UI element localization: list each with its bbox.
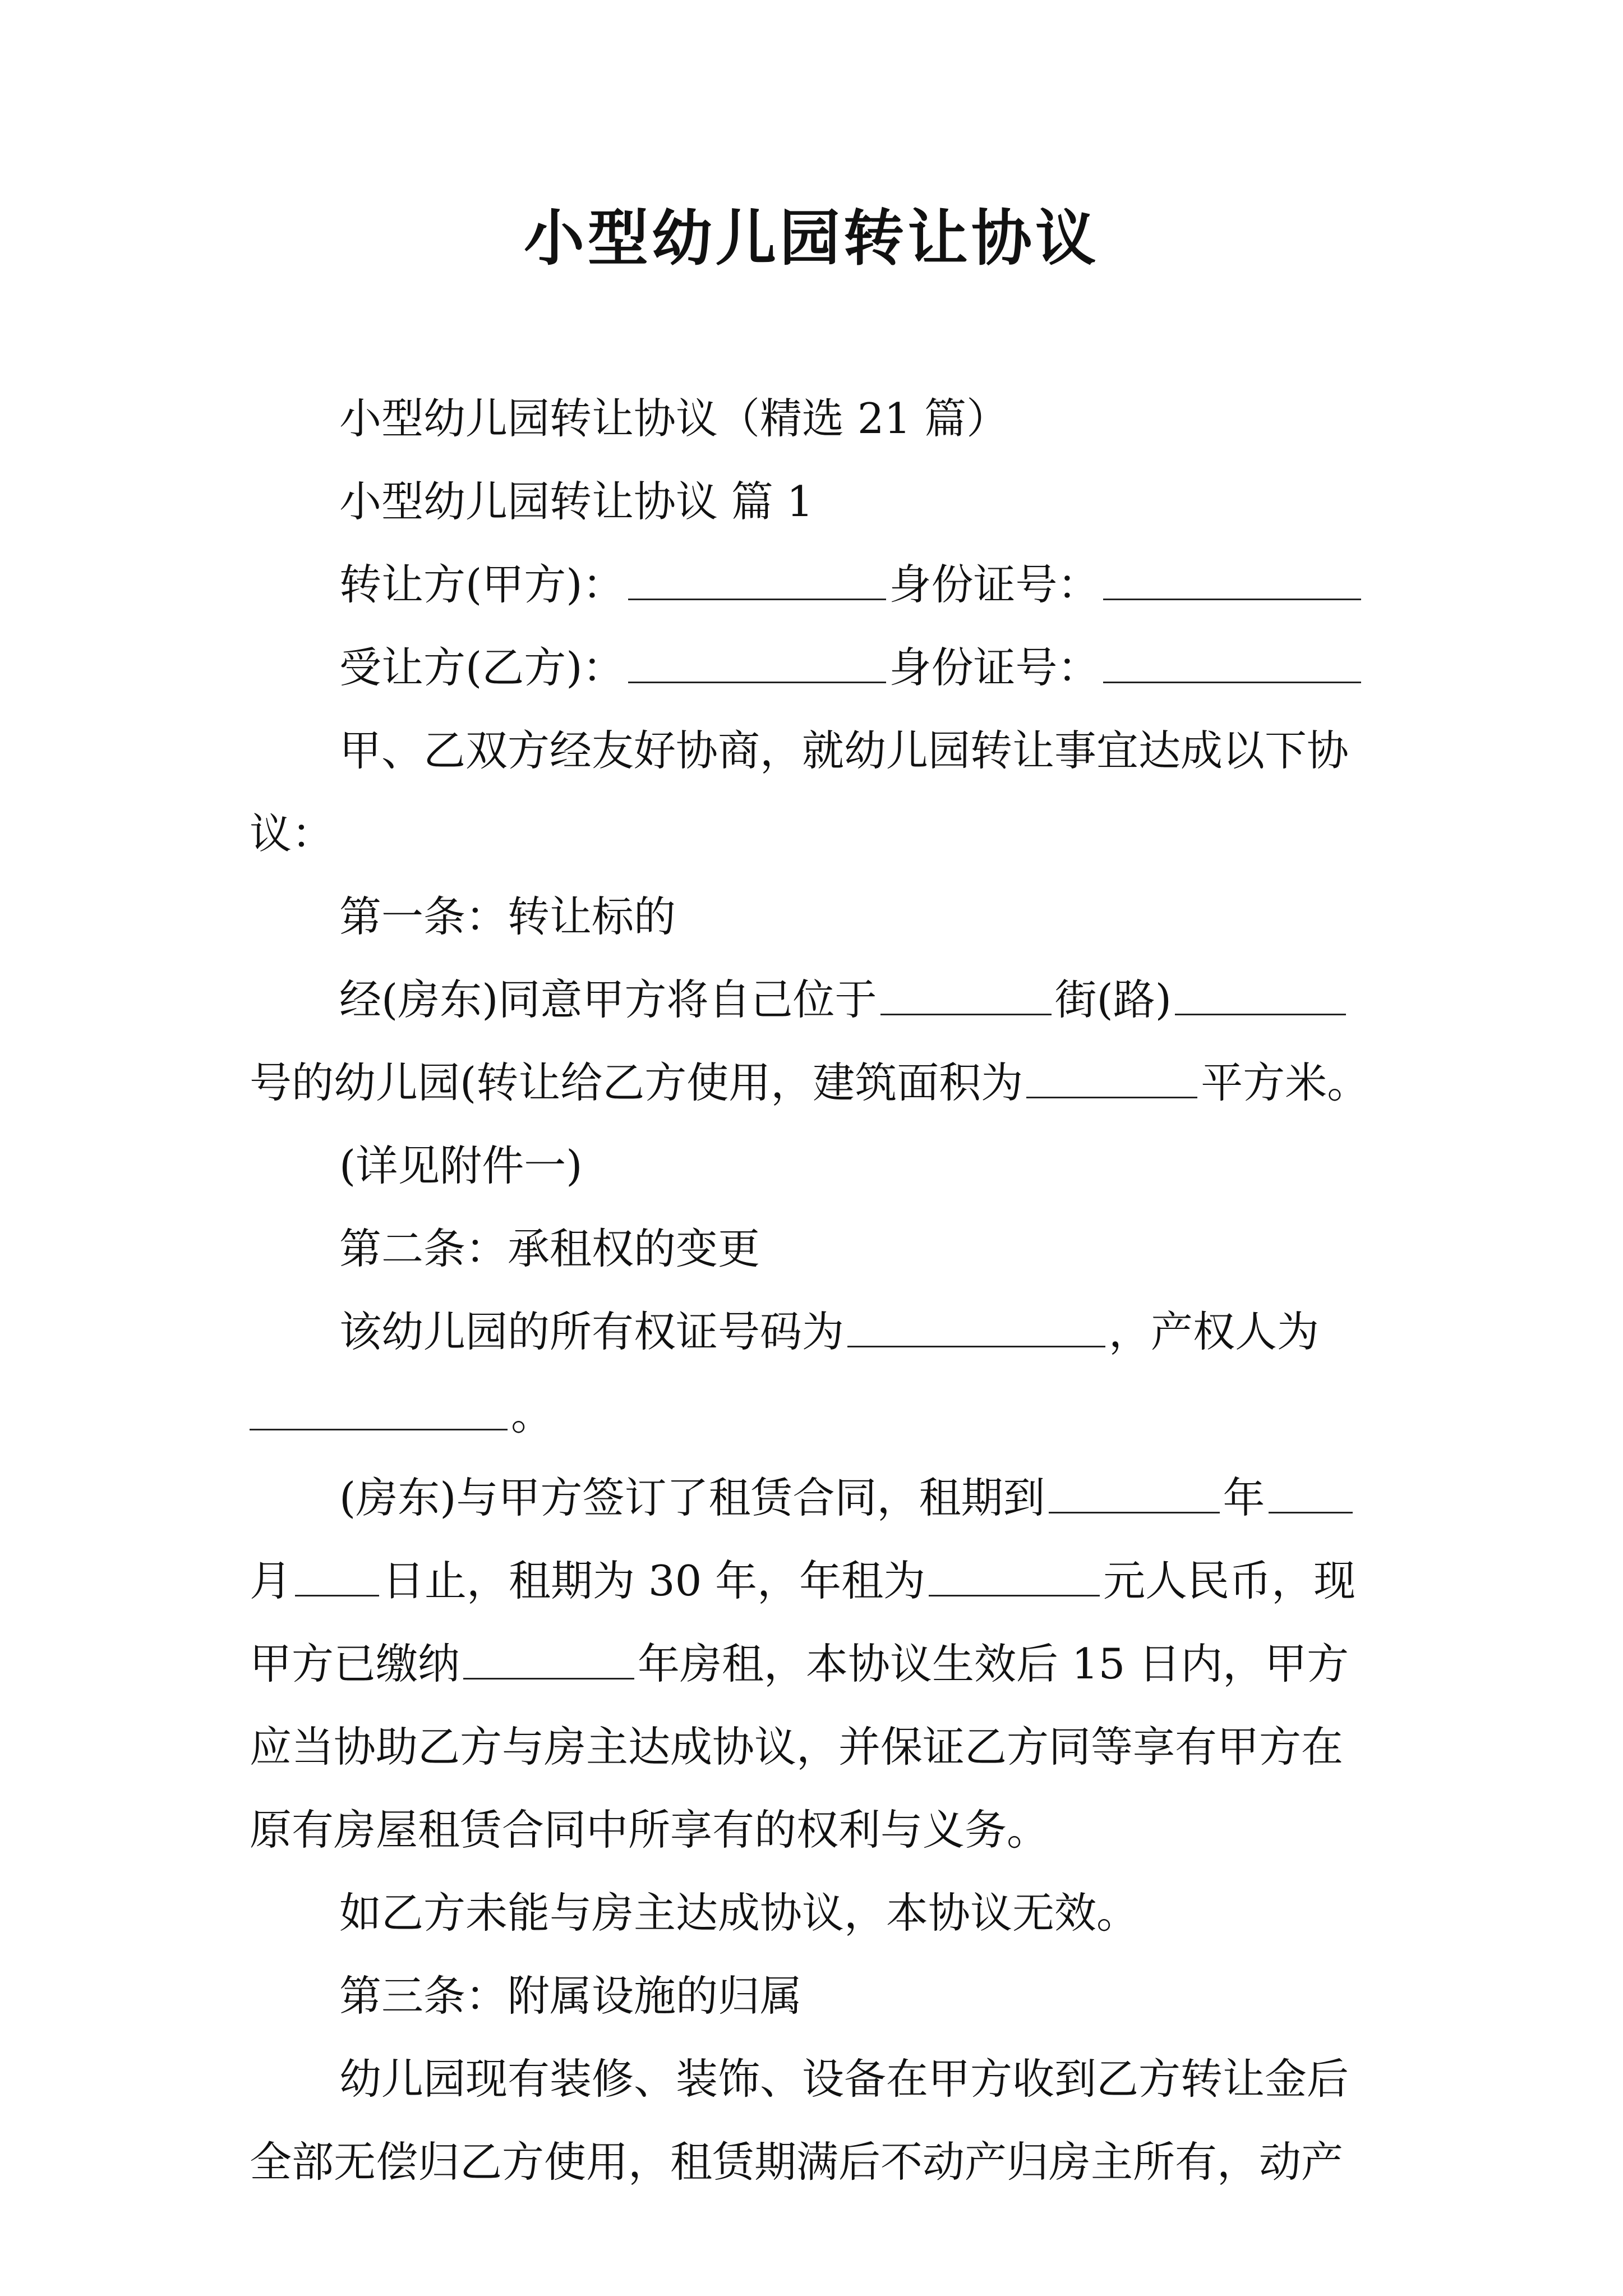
article2-text-e: 年 bbox=[1223, 1473, 1265, 1522]
area-blank bbox=[1026, 1062, 1197, 1098]
article1-text-d: 平方米。 bbox=[1201, 1058, 1370, 1107]
article1-text-c: 号的幼儿园(转让给乙方使用，建筑面积为 bbox=[250, 1058, 1023, 1107]
intro-paragraph-line2: 议： bbox=[250, 809, 334, 858]
article1-text-b: 街(路) bbox=[1054, 975, 1172, 1024]
article3-line1: 幼儿园现有装修、装饰、设备在甲方收到乙方转让金后 bbox=[339, 2054, 1349, 2104]
lease-month-blank bbox=[1269, 1477, 1353, 1513]
paid-years-blank bbox=[463, 1643, 634, 1680]
document-title: 小型幼儿园转让协议 bbox=[523, 203, 1099, 274]
article1-line1 bbox=[250, 958, 1380, 1041]
transferee-name-blank bbox=[628, 647, 886, 683]
article2-text-j: 年房租，本协议生效后 15 日内，甲方 bbox=[638, 1639, 1349, 1688]
article2-text-f: 月 bbox=[250, 1556, 292, 1605]
article2-line4 bbox=[250, 1539, 1380, 1622]
article1-line2 bbox=[250, 1041, 1380, 1124]
article1-text-a: 经(房东)同意甲方将自己位于 bbox=[339, 975, 877, 1024]
transferor-id-label: 身份证号： bbox=[889, 560, 1100, 609]
article2-line7: 原有房屋租赁合同中所享有的权利与义务。 bbox=[250, 1805, 1049, 1855]
certificate-number-blank bbox=[847, 1311, 1105, 1347]
article2-text-h: 元人民币，现 bbox=[1103, 1556, 1356, 1605]
article3-heading: 第三条：附属设施的归属 bbox=[339, 1971, 803, 2021]
article1-heading: 第一条：转让标的 bbox=[339, 892, 676, 941]
annual-rent-blank bbox=[929, 1560, 1100, 1596]
article2-line8: 如乙方未能与房主达成协议，本协议无效。 bbox=[339, 1888, 1139, 1938]
article2-text-g: 日止，租期为 30 年，年租为 bbox=[382, 1556, 926, 1605]
street-number-blank bbox=[1175, 979, 1346, 1015]
subtitle: 小型幼儿园转让协议（精选 21 篇） bbox=[339, 394, 1009, 443]
article2-line2 bbox=[250, 1373, 1380, 1456]
article3-line2: 全部无偿归乙方使用，租赁期满后不动产归房主所有，动产 bbox=[250, 2137, 1344, 2187]
article2-line1 bbox=[250, 1290, 1380, 1373]
article2-line3 bbox=[250, 1456, 1380, 1539]
article2-text-i: 甲方已缴纳 bbox=[250, 1639, 460, 1688]
article2-text-a: 该幼儿园的所有权证号码为 bbox=[339, 1307, 845, 1356]
article2-text-b: ，产权人为 bbox=[1109, 1307, 1320, 1356]
intro-paragraph-line1: 甲、乙双方经友好协商，就幼儿园转让事宜达成以下协 bbox=[339, 726, 1349, 775]
article2-heading: 第二条：承租权的变更 bbox=[339, 1224, 760, 1273]
article1-attachment-note: (详见附件一) bbox=[339, 1141, 583, 1190]
lease-day-blank bbox=[295, 1560, 379, 1596]
transferee-id-label: 身份证号： bbox=[889, 643, 1100, 692]
transferor-label: 转让方(甲方)： bbox=[339, 560, 625, 609]
section-heading: 小型幼儿园转让协议 篇 1 bbox=[339, 477, 814, 526]
transferee-id-blank bbox=[1103, 647, 1361, 683]
document-body bbox=[250, 377, 1380, 2203]
article2-line5 bbox=[250, 1622, 1380, 1705]
transferee-line bbox=[250, 626, 1380, 709]
article2-line6: 应当协助乙方与房主达成协议，并保证乙方同等享有甲方在 bbox=[250, 1722, 1344, 1772]
article2-text-c: 。 bbox=[511, 1390, 554, 1439]
article2-text-d: (房东)与甲方签订了租赁合同，租期到 bbox=[339, 1473, 1045, 1522]
street-blank bbox=[880, 979, 1052, 1015]
owner-name-blank bbox=[250, 1394, 508, 1430]
transferor-id-blank bbox=[1103, 564, 1361, 600]
transferor-name-blank bbox=[628, 564, 886, 600]
transferee-label: 受让方(乙方)： bbox=[339, 643, 625, 692]
lease-year-blank bbox=[1049, 1477, 1220, 1513]
transferor-line bbox=[250, 543, 1380, 626]
